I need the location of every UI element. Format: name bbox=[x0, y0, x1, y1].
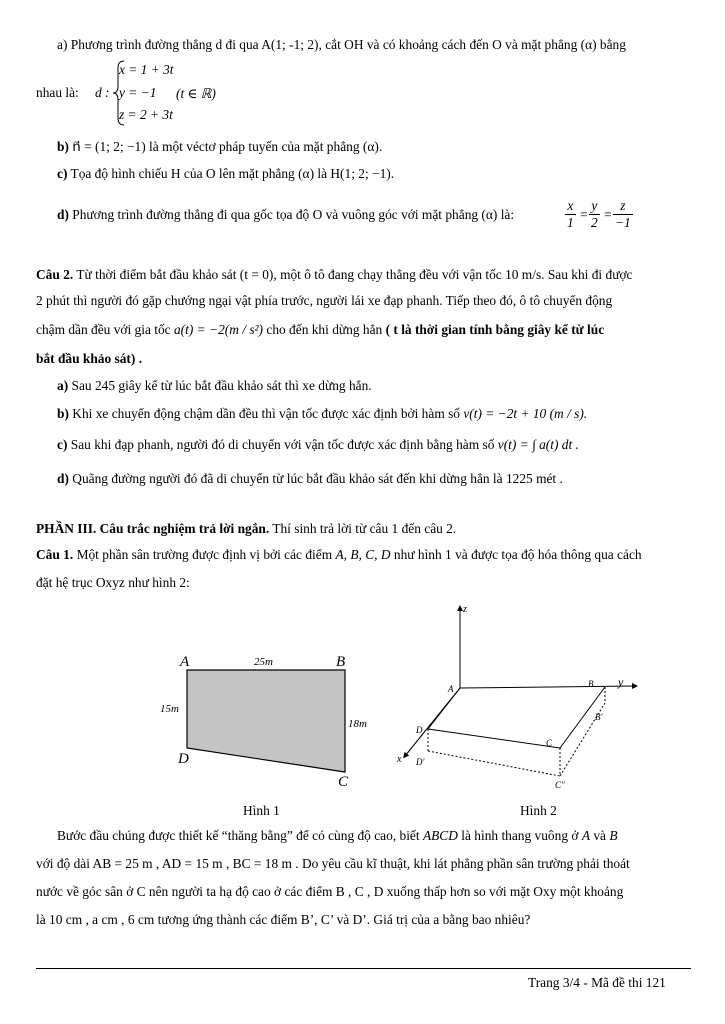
part3-heading bbox=[36, 520, 456, 538]
body-p1-a: Bước đầu chúng được thiết kế “thăng bằng” để có cùng độ cao, biết bbox=[57, 828, 420, 843]
q2-item-c bbox=[57, 436, 579, 454]
q2-item-d bbox=[57, 470, 563, 488]
body-p1-b: là hình thang vuông ở bbox=[461, 828, 579, 843]
part3-head: PHẦN III. Câu trắc nghiệm trả lời ngắn. bbox=[36, 521, 270, 536]
q2-c-formula: v(t) = ∫ a(t) dt . bbox=[497, 437, 579, 452]
item-a-text: a) Phương trình đường thẳng d đi qua A(1; -1; 2), cắt OH và có khoảng cách đến O và mặt phẳng (α) bằng bbox=[57, 37, 626, 52]
fig2-label-D: D bbox=[416, 725, 423, 735]
frac-x: $\frac{x}{1}$ bbox=[567, 198, 574, 230]
item-c-text: Tọa độ hình chiếu H của O lên mặt phẳng (α) là H(1; 2; −1). bbox=[70, 166, 395, 181]
q2-head: Câu 2. bbox=[36, 267, 74, 282]
q2-accel-formula: a(t) = −2(m / s²) bbox=[173, 322, 264, 337]
item-c bbox=[57, 165, 394, 183]
z-label: z bbox=[463, 604, 467, 615]
body-line1 bbox=[57, 827, 618, 845]
q2-line3-b: cho đến khi dừng hẳn bbox=[266, 322, 383, 337]
fig2-caption: Hình 2 bbox=[520, 803, 557, 818]
item-b-label: b) bbox=[57, 139, 69, 154]
body-p1-and: và bbox=[593, 828, 606, 843]
fig2-label-A: A bbox=[448, 684, 454, 694]
system-eq-3: z = 2 + 3t bbox=[119, 107, 173, 122]
item-d-text: Phương trình đường thẳng đi qua gốc tọa độ O và vuông góc với mặt phẳng (α) là: bbox=[72, 207, 515, 222]
item-b-text: n⃗ = (1; 2; −1) là một véctơ pháp tuyến của mặt phẳng (α). bbox=[72, 139, 383, 154]
item-a-prefix: nhau là: bbox=[36, 85, 79, 100]
q2-line2: 2 phút thì người đó gặp chướng ngại vật phía trước, người lái xe đạp phanh. Tiếp theo đó, ô tô chuyển động bbox=[36, 293, 613, 308]
fig1-label-A: A bbox=[180, 654, 190, 670]
item-c-label: c) bbox=[57, 166, 68, 181]
fig1-label-C: C bbox=[338, 774, 349, 790]
x-label: x bbox=[397, 754, 402, 765]
q2-b-label: b) bbox=[57, 406, 69, 421]
fig1-label-B: B bbox=[336, 654, 346, 670]
body-line2: với độ dài AB = 25 m , AD = 15 m , BC = 18 m . Do yêu cầu kĩ thuật, khi lát phẳng phần sân trường phải thoát bbox=[36, 856, 630, 871]
page-footer: Trang 3/4 - Mã đề thi 121 bbox=[528, 975, 666, 990]
item-a-d: d : bbox=[95, 85, 110, 100]
eq-sign-2: = bbox=[604, 207, 612, 222]
q1-head: Câu 1. bbox=[36, 547, 74, 562]
q2-a-label: a) bbox=[57, 378, 69, 393]
q2-line1 bbox=[36, 266, 632, 284]
q2-line1-text: Từ thời điểm bắt đầu khảo sát (t = 0), một ô tô đang chạy thẳng đều với vận tốc 10 m/s. Sau khi đi được bbox=[76, 267, 633, 282]
fig2-label-Bprime: B′ bbox=[595, 712, 603, 722]
system-eq-2: y = −1 bbox=[119, 85, 157, 100]
frac-z: $\frac{z}{-1}$ bbox=[615, 198, 631, 230]
q2-b-text: Khi xe chuyển động chậm dần đều thì vận tốc được xác định bởi hàm số bbox=[72, 406, 460, 421]
body-line4: là 10 cm , a cm , 6 cm tương ứng thành các điểm B’, C’ và D’. Giá trị của a bằng bao nhiêu? bbox=[36, 912, 531, 927]
q2-c-label: c) bbox=[57, 437, 68, 452]
body-p1-abcd: ABCD bbox=[422, 828, 458, 843]
q2-a-text: Sau 245 giây kể từ lúc bắt đầu khảo sát thì xe dừng hẳn. bbox=[71, 378, 372, 393]
fig1-label-D: D bbox=[178, 751, 189, 767]
figure-2 bbox=[390, 598, 660, 798]
q1-line2: đặt hệ trục Oxyz như hình 2: bbox=[36, 575, 190, 590]
item-b bbox=[57, 138, 382, 156]
q2-d-label: d) bbox=[57, 471, 69, 486]
q1-points: A, B, C, D bbox=[335, 547, 391, 562]
q2-b-formula: v(t) = −2t + 10 (m / s). bbox=[463, 406, 588, 421]
body-line3: nước về góc sân ở C nên người ta hạ độ cao ở các điểm B , C , D xuống thấp hơn so với mặt Oxy một khoảng bbox=[36, 884, 624, 899]
q2-c-text: Sau khi đạp phanh, người đó di chuyển với vận tốc được xác định bằng hàm số bbox=[70, 437, 495, 452]
item-a-line1 bbox=[57, 36, 626, 54]
fig1-len-bc: 18m bbox=[348, 718, 367, 730]
q2-line4: bắt đầu khảo sát) . bbox=[36, 351, 143, 366]
fig2-label-C: C bbox=[546, 738, 553, 748]
q2-item-a bbox=[57, 377, 372, 395]
frac-y: $\frac{y}{2}$ bbox=[591, 198, 598, 230]
item-d-label: d) bbox=[57, 207, 69, 222]
footer-rule bbox=[36, 968, 691, 969]
fig2-label-Cprime: C″ bbox=[555, 780, 565, 790]
q2-line3-bold: ( t là thời gian tính bằng giây kể từ lúc bbox=[385, 322, 605, 337]
q1-line1 bbox=[36, 546, 642, 564]
q1-line1-a: Một phần sân trường được định vị bởi các điểm bbox=[76, 547, 333, 562]
y-label: y bbox=[618, 675, 624, 689]
fig2-label-B: B bbox=[588, 679, 594, 689]
q1-line1-b: như hình 1 và được tọa độ hóa thông qua cách bbox=[393, 547, 642, 562]
system-param: (t ∈ ℝ) bbox=[176, 86, 216, 101]
figure-1 bbox=[150, 645, 380, 795]
body-p1-B: B bbox=[609, 828, 618, 843]
trapezoid-abcd bbox=[187, 670, 345, 772]
q2-item-b bbox=[57, 405, 587, 423]
fig1-len-ad: 15m bbox=[160, 703, 179, 715]
q2-line3-a: chậm dần đều với gia tốc bbox=[36, 322, 171, 337]
y-axis bbox=[460, 686, 635, 688]
system-eq-1: x = 1 + 3t bbox=[119, 62, 174, 77]
fig1-caption: Hình 1 bbox=[243, 803, 280, 818]
part3-rest: Thí sinh trả lời từ câu 1 đến câu 2. bbox=[272, 521, 457, 536]
eq-sign-1: = bbox=[580, 207, 588, 222]
q2-line3 bbox=[36, 321, 604, 339]
fig1-len-ab: 25m bbox=[254, 656, 273, 668]
item-d bbox=[57, 206, 514, 224]
q2-d-text: Quãng đường người đó đã di chuyển từ lúc bắt đầu khảo sát đến khi dừng hẳn là 1225 mét . bbox=[72, 471, 563, 486]
body-p1-A: A bbox=[581, 828, 590, 843]
fig2-label-Dprime: D′ bbox=[416, 757, 425, 767]
